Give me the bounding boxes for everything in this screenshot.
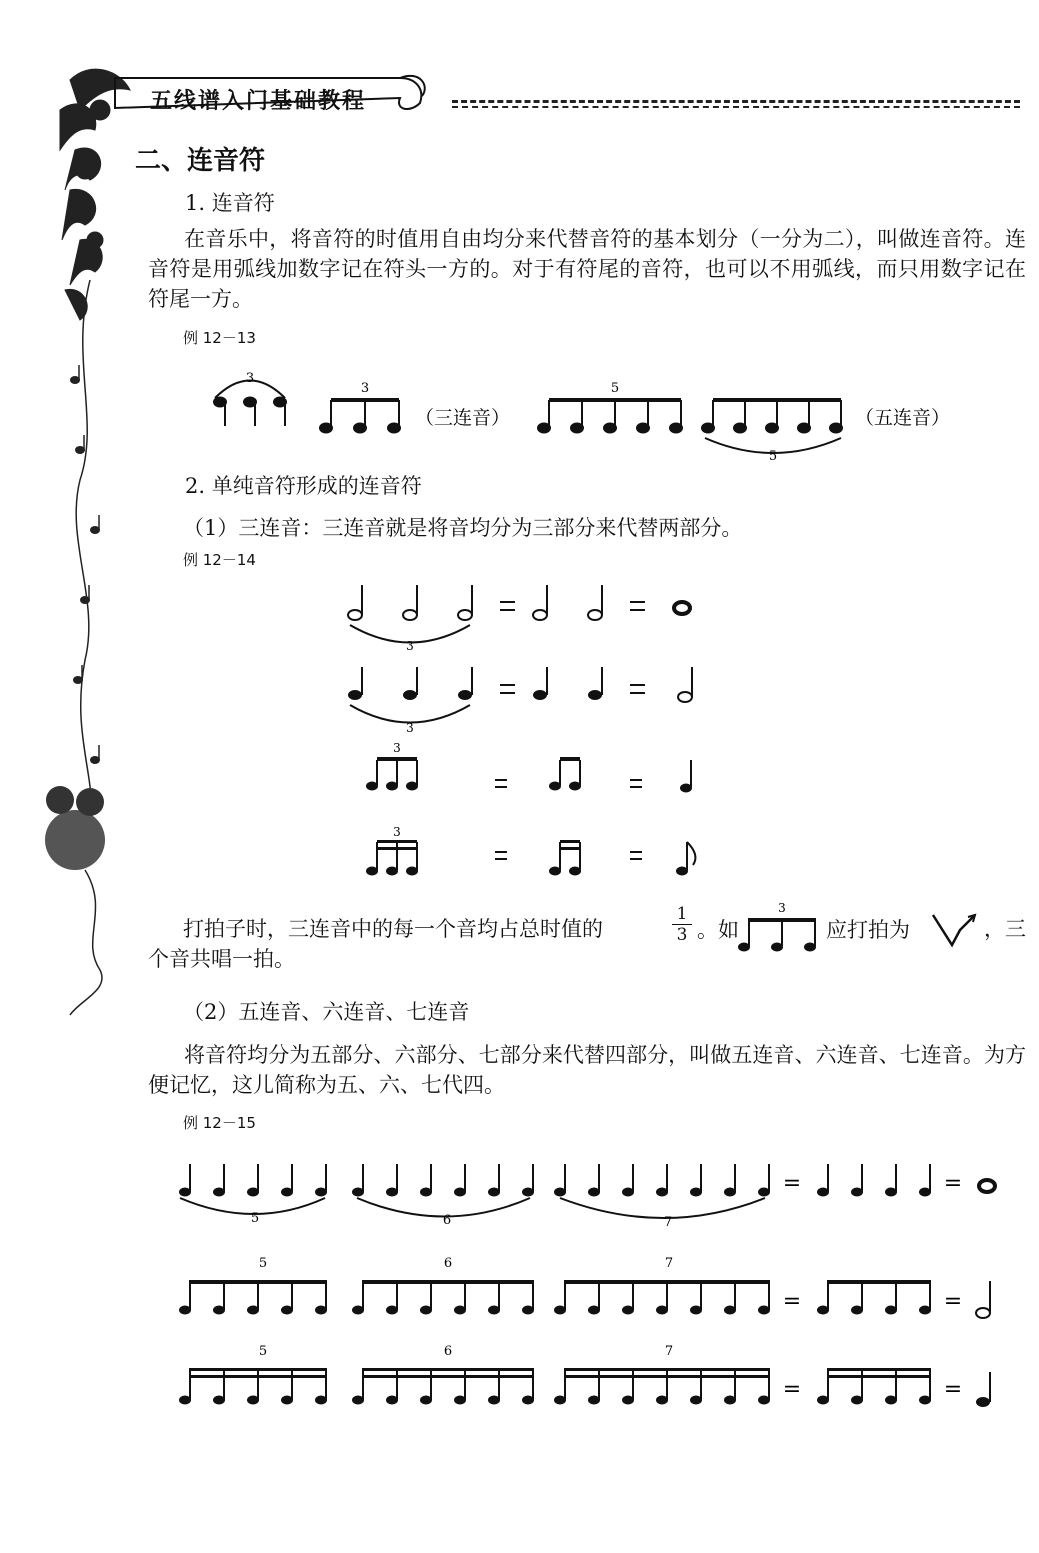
note-beam [828, 1368, 930, 1371]
note-head [919, 1306, 931, 1315]
note-head [420, 1306, 432, 1315]
note-head [315, 1306, 327, 1315]
note-head [724, 1306, 736, 1315]
note-head [817, 1306, 829, 1315]
note-head [213, 1306, 225, 1315]
tuplet-number: 3 [360, 381, 370, 396]
note-head [522, 1396, 534, 1405]
note-head [622, 1306, 634, 1315]
fraction-denominator: 3 [676, 925, 688, 945]
note-head [622, 1396, 634, 1405]
note-beam [363, 1368, 533, 1371]
tuplet-number: 5 [258, 1344, 268, 1359]
note-head [885, 1306, 897, 1315]
note-head [656, 1396, 668, 1405]
note-head [386, 1306, 398, 1315]
note-head [656, 1306, 668, 1315]
equals-sign: = [943, 1377, 963, 1402]
note-head [352, 1306, 364, 1315]
example-label-12-14: 例 12－14 [183, 551, 256, 569]
beat-text-c: 应打拍为 [826, 918, 910, 942]
tuplet-number: 5 [250, 1211, 260, 1226]
note-head [179, 1396, 191, 1405]
note-head [420, 1396, 432, 1405]
label-triplet: （三连音） [415, 407, 511, 429]
note-head [554, 1396, 566, 1405]
note-head [690, 1306, 702, 1315]
note-head [454, 1396, 466, 1405]
note-head [247, 1396, 259, 1405]
tuplet-number: 6 [443, 1344, 453, 1359]
note-head [588, 1306, 600, 1315]
note-head [522, 1306, 534, 1315]
note-head [247, 1306, 259, 1315]
tuplet-number: 7 [664, 1344, 674, 1359]
tuplet-number: 3 [778, 901, 786, 915]
note-beam [828, 1280, 930, 1284]
note-head [817, 1396, 829, 1405]
note-head [281, 1396, 293, 1405]
tuplet-number: 3 [245, 371, 255, 386]
equals-sign-12-14 [0, 0, 1, 1]
tuplet-number: 5 [610, 381, 620, 396]
note-head [281, 1306, 293, 1315]
notation-example-12-14 [335, 580, 715, 890]
tuplet-number: 3 [406, 721, 414, 735]
note-beam [363, 1280, 533, 1284]
tuplet-number: 3 [406, 639, 414, 653]
subsection-heading-1: 1. 连音符 [185, 191, 275, 215]
note-head [885, 1396, 897, 1405]
fraction-numerator: 1 [672, 904, 692, 925]
equals-sign: = [943, 1289, 963, 1314]
note-head [488, 1396, 500, 1405]
item-triplet: （1）三连音：三连音就是将音均分为三部分来代替两部分。 [183, 516, 743, 540]
beat-text-b: 。如 [697, 918, 739, 942]
note-head [352, 1396, 364, 1405]
paragraph-five-six-seven: 将音符均分为五部分、六部分、七部分来代替四部分，叫做五连音、六连音、七连音。为方便记忆，这儿简称为五、六、七代四。 [148, 1043, 1026, 1097]
tuplet-number: 6 [442, 1213, 452, 1228]
tuplet-number: 3 [393, 825, 401, 839]
floral-border-decoration [40, 40, 150, 1020]
beat-text-d: ，三个音共唱一拍。 [148, 917, 1026, 971]
note-beam [828, 1375, 930, 1378]
tuplet-number: 5 [258, 1256, 268, 1271]
note-head [179, 1306, 191, 1315]
equals-sign: = [943, 1171, 963, 1196]
tuplet-number: 6 [443, 1256, 453, 1271]
note-beam [363, 1375, 533, 1378]
equals-sign: = [782, 1171, 802, 1196]
item-quint-sext-sept: （2）五连音、六连音、七连音 [183, 1000, 470, 1024]
note-head [690, 1396, 702, 1405]
note-head [851, 1396, 863, 1405]
header-title: 五线谱入门基础教程 [150, 89, 367, 114]
notation-example-12-15 [175, 1150, 1015, 1440]
beat-text-a: 打拍子时，三连音中的每一个音均占总时值的 [183, 917, 603, 941]
subsection-heading-2: 2. 单纯音符形成的连音符 [185, 474, 422, 498]
header-rule-2 [452, 106, 1020, 108]
paragraph-tuplet-definition: 在音乐中，将音符的时值用自由均分来代替音符的基本划分（一分为二），叫做连音符。连音符是用弧线加数字记在符头一方的。对于有符尾的音符，也可以不用弧线，而只用数字记在符尾一方。 [148, 227, 1026, 311]
note-head [724, 1396, 736, 1405]
note-head [919, 1396, 931, 1405]
note-head [758, 1306, 770, 1315]
tuplet-number: 3 [393, 741, 401, 755]
note-head [554, 1306, 566, 1315]
tuplet-number: 5 [768, 449, 778, 463]
tuplet-number: 7 [664, 1256, 674, 1271]
section-title: 二、连音符 [135, 146, 266, 176]
note-head [758, 1396, 770, 1405]
note-head [488, 1306, 500, 1315]
equals-sign: = [782, 1289, 802, 1314]
example-label-12-13: 例 12－13 [183, 329, 256, 347]
label-quintuplet: （五连音） [855, 407, 951, 429]
note-head [386, 1396, 398, 1405]
note-head [454, 1306, 466, 1315]
note-head [213, 1396, 225, 1405]
equals-sign: = [782, 1377, 802, 1402]
example-label-12-15: 例 12－15 [183, 1114, 256, 1132]
note-head [315, 1396, 327, 1405]
header-rule [452, 100, 1020, 103]
note-head [588, 1396, 600, 1405]
note-head [851, 1306, 863, 1315]
notation-example-12-13 [205, 368, 965, 463]
tuplet-number: 7 [663, 1215, 673, 1230]
